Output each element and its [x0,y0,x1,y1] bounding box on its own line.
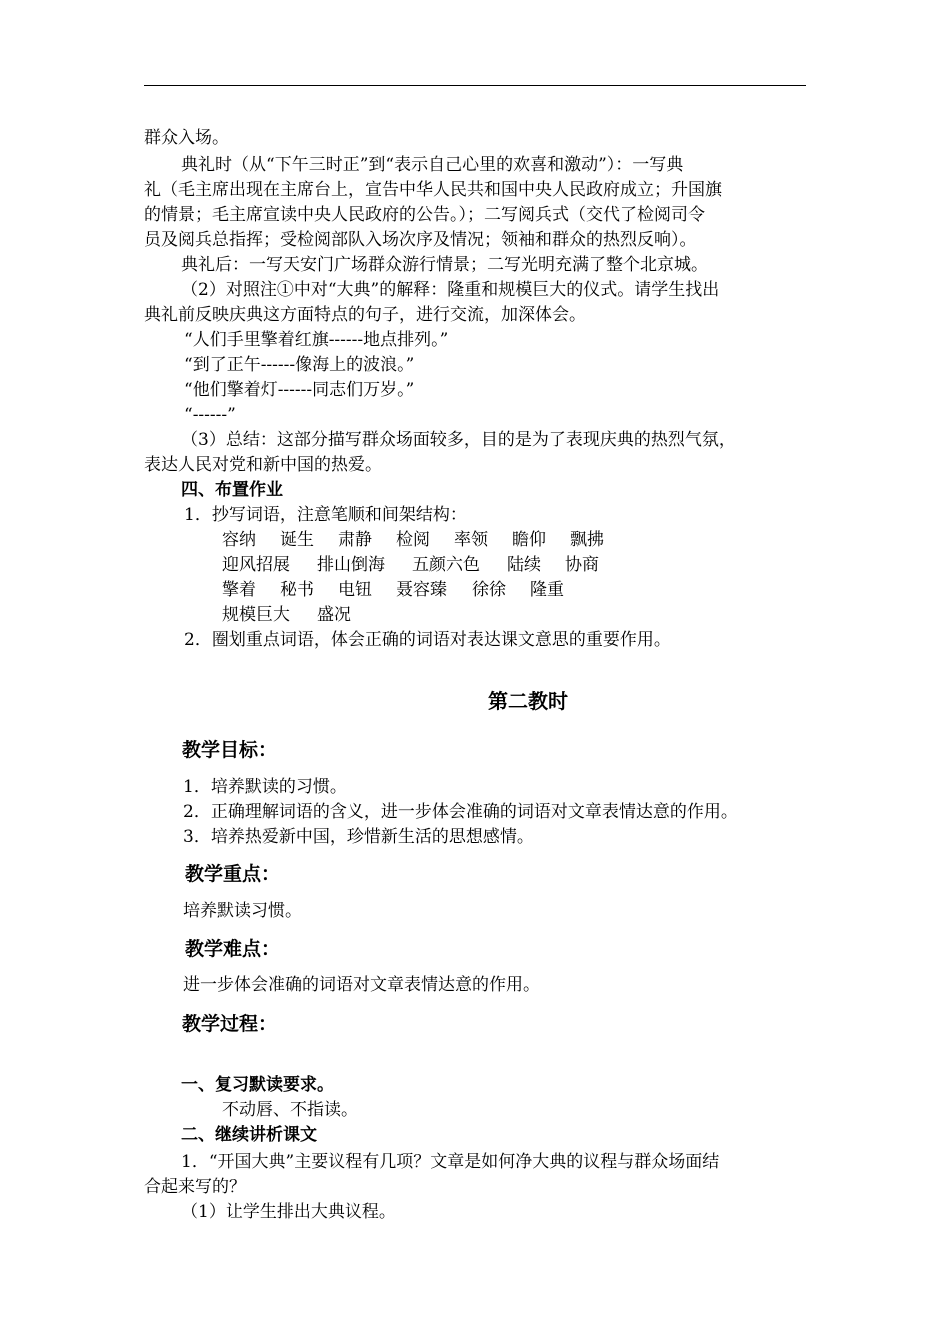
vocab-word: 电钮 [338,580,372,600]
vocab-word: 徐徐 [472,580,506,600]
paragraph-line: 的情景；毛主席宣读中央人民政府的公告。）；二写阅兵式（交代了检阅司令 [144,205,705,225]
quote-line: “人们手里擎着红旗------地点排列。” [184,330,449,350]
paragraph-line: （1）让学生排出大典议程。 [181,1202,396,1222]
vocab-row-1 [222,528,604,552]
vocab-word: 陆续 [507,555,541,575]
paragraph-line: 合起来写的？ [144,1177,246,1197]
vocab-word: 容纳 [222,530,256,550]
section-heading-homework: 四、布置作业 [181,480,283,500]
vocab-word: 迎风招展 [222,555,290,575]
vocab-word: 诞生 [280,530,314,550]
vocab-word: 规模巨大 [222,605,290,625]
heading-difficulty: 教学难点： [185,938,281,960]
paragraph-line: （2）对照注①中对“大典”的解释：隆重和规模巨大的仪式。请学生找出 [181,280,720,300]
vocab-row-3 [222,578,564,602]
vocab-word: 协商 [565,555,599,575]
vocab-word: 率领 [454,530,488,550]
homework-item-1: 1．抄写词语，注意笔顺和间架结构： [184,505,467,525]
vocab-word: 肃静 [338,530,372,550]
vocab-row-4 [222,603,351,627]
vocab-row-2 [222,553,599,577]
vocab-word: 聂容臻 [396,580,447,600]
paragraph-line: 群众入场。 [144,128,229,148]
vocab-word: 飘拂 [570,530,604,550]
heading-goals: 教学目标： [182,739,278,761]
vocab-word: 五颜六色 [412,555,480,575]
quote-line: “------” [184,405,236,425]
paragraph-line: （3）总结：这部分描写群众场面较多，目的是为了表现庆典的热烈气氛， [181,430,736,450]
paragraph-line: 礼（毛主席出现在主席台上，宣告中华人民共和国中央人民政府成立；升国旗 [144,180,722,200]
goal-item: 2．正确理解词语的含义，进一步体会准确的词语对文章表情达意的作用。 [183,802,738,822]
step-text: 不动唇、不指读。 [222,1100,358,1120]
heading-key-point: 教学重点： [185,863,281,885]
paragraph-line: 典礼后：一写天安门广场群众游行情景；二写光明充满了整个北京城。 [181,255,708,275]
header-rule [144,85,806,86]
quote-line: “他们擎着灯------同志们万岁。” [184,380,415,400]
vocab-word: 检阅 [396,530,430,550]
step-heading-1: 一、复习默读要求。 [181,1075,334,1095]
vocab-word: 隆重 [530,580,564,600]
heading-process: 教学过程： [182,1013,278,1035]
vocab-word: 盛况 [317,605,351,625]
vocab-word: 排山倒海 [317,555,385,575]
paragraph-line: 典礼前反映庆典这方面特点的句子，进行交流，加深体会。 [144,305,586,325]
homework-item-2: 2．圈划重点词语，体会正确的词语对表达课文意思的重要作用。 [184,630,671,650]
difficulty-text: 进一步体会准确的词语对文章表情达意的作用。 [183,975,540,995]
lesson-title: 第二教时 [488,689,568,713]
paragraph-line: 1．“开国大典”主要议程有几项？文章是如何净大典的议程与群众场面结 [181,1152,720,1172]
paragraph-line: 员及阅兵总指挥；受检阅部队入场次序及情况；领袖和群众的热烈反响）。 [144,230,697,250]
step-heading-2: 二、继续讲析课文 [181,1125,317,1145]
key-point-text: 培养默读习惯。 [183,901,302,921]
paragraph-line: 典礼时（从“下午三时正”到“表示自己心里的欢喜和激动”）：一写典 [181,155,684,175]
paragraph-line: 表达人民对党和新中国的热爱。 [144,455,382,475]
vocab-word: 瞻仰 [512,530,546,550]
vocab-word: 秘书 [280,580,314,600]
goal-item: 1．培养默读的习惯。 [183,777,347,797]
vocab-word: 擎着 [222,580,256,600]
quote-line: “到了正午------像海上的波浪。” [184,355,415,375]
goal-item: 3．培养热爱新中国，珍惜新生活的思想感情。 [183,827,534,847]
